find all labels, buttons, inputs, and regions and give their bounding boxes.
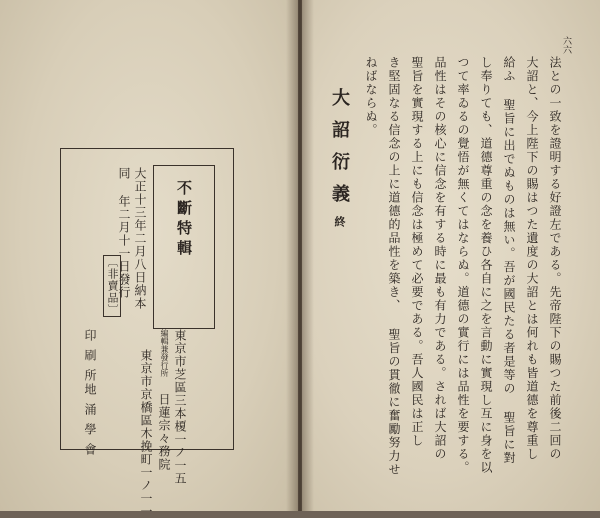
date-printed: 大正十三年二月八日納本 — [133, 167, 147, 310]
colophon-box — [60, 148, 234, 518]
running-title — [326, 88, 352, 227]
editor-label: 編輯兼發行所 — [160, 329, 169, 377]
body-line-1: 法との一致を證明する好證左である。先帝陛下の賜つた前後二回の — [548, 56, 562, 461]
body-line-8: き堅固なる信念の上に道德的品性を築き、 聖旨の貫徹に奮勵努力せ — [387, 56, 401, 477]
left-page — [0, 0, 298, 518]
date-issued-prefix: 同 — [117, 167, 131, 180]
page-number: 六六 — [561, 36, 571, 54]
body-line-3: 給ふ 聖旨に出でぬものは無い。吾が國民たる者是等の 聖旨に對 — [502, 56, 516, 465]
colophon-title: 不斷特輯 — [175, 180, 193, 260]
printer-label: 印刷所 — [83, 329, 97, 389]
body-line-9: ねばならぬ。 — [364, 56, 378, 137]
date-issued: 年二月十一日發行 — [117, 195, 131, 299]
colophon-title-box — [153, 165, 215, 329]
body-line-7: 聖旨を實現する上にも信念は極めて必要である。吾人國民は正し — [410, 56, 424, 448]
printer-address: 東京市京橋區木挽町一ノ一一 — [139, 349, 153, 518]
editor-address: 東京市芝區三本榎一ノ一五 — [173, 329, 187, 485]
running-title-suffix: 終 — [333, 216, 346, 227]
body-line-2: 大詔と、今上陛下の賜はつた遺度の大詔とは何れも皆道德を尊重し — [525, 56, 539, 461]
printer-name: 地涌學會 — [83, 383, 97, 463]
editor-name: 日蓮宗々務院 — [157, 393, 171, 471]
body-line-5: つて率ゐるの覺悟が無くてはならぬ。道德の實行には品性を要する。 — [456, 56, 470, 475]
gutter-shadow — [286, 0, 314, 511]
price-label: 〔非賣品〕 — [103, 255, 121, 317]
body-line-6: 品性はその核心に信念を有する時に最も有力である。されば大詔の — [433, 56, 447, 461]
body-line-4: し奉りても、道德尊重の念を養ひ各自に之を言動に實現し互に身を以 — [479, 56, 493, 475]
running-title-text: 大詔衍義 — [329, 88, 350, 216]
